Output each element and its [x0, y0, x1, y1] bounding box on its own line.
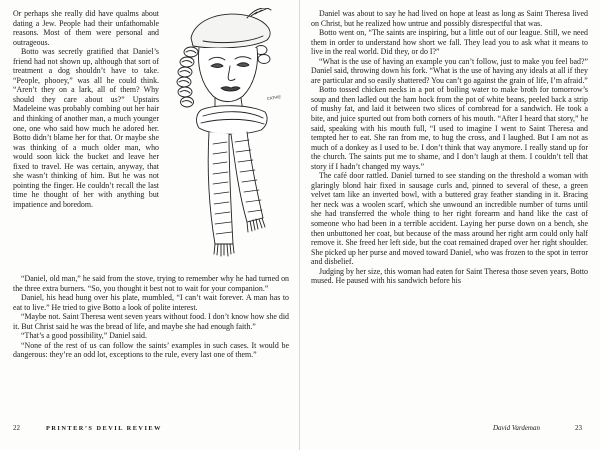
paragraph: The café door rattled. Daniel turned to see standing on the threshold a woman with glaringly blond hair fixed in sausage curls and, pinned to several of these, a green velvet tam like an inverted bowl, with a buttered gray feather standing in it. Bracing her neck was a woolen scarf, which she unwound an incredible number of turns until she had transferred the whole thing to her right forearm and hand like the cast of someone who had been in a terrible accident. Laying her purse down on a bench, she then unbuttoned her coat, but because of the mass around her right arm could only half remove it. She freed her left side, but the coat remained draped over her right shoulder. She picked up her purse and moved toward Daniel, who was frozen to the spot in terror and disbelief.	[311, 171, 588, 267]
paragraph: Botto tossed chicken necks in a pot of boiling water to make broth for tomorrow’s soup and then ladled out the ham hock from the pot of white beans, peeled back a strip of mushy fat, and laid it between two slices of cornbread for a sandwich. He took a bite, and juice spurted out from both corners of his mouth. “After I heard that story,” he said, speaking with his mouth full, “I used to imagine I went to Saint Theresa and tempted her to eat. She ran from me, to hug the cross, and I laughed. But I am not as much of a donkey as I used to be. I don’t think that way anymore. I really stand up for the church. The saints put me to shame, and I don’t laugh at them. I couldn’t tell that story if I hadn’t changed my ways.”	[311, 85, 588, 171]
left-column-bottom	[13, 274, 289, 360]
page-number-left: 22	[13, 424, 20, 432]
woman-illustration	[163, 8, 291, 270]
right-column	[311, 9, 588, 286]
paragraph: “That’s a good possibility,” Daniel said.	[21, 331, 147, 341]
running-head-left: PRINTER’S DEVIL REVIEW	[46, 425, 162, 432]
paragraph: “None of the rest of us can follow the saints’ examples in such cases. It would be dangerous: they’re an odd lot, exceptions to the rule, every last one of them.”	[13, 340, 289, 360]
running-head-right: David Vardeman	[493, 424, 540, 432]
artist-signature: CATHIE	[266, 94, 282, 101]
paragraph: Daniel, his head hung over his plate, mumbled, “I can’t wait forever. A man has to eat to live.” He tried to give Botto a look of polite interest.	[13, 293, 289, 312]
paragraph: “Daniel, old man,” he said from the stove, trying to remember why he had turned on the three extra burners. “So, you thought it best not to wait for your companion.”	[13, 274, 289, 293]
page-gutter	[299, 0, 300, 450]
paragraph: Or perhaps she really did have qualms about dating a Jew. People had their unfathomable reasons. Most of them were personal and outrageous.	[13, 9, 159, 47]
paragraph: Botto went on, “The saints are inspiring, but a little out of our league. Still, we need them in order to understand how short we fall. They lead you to ask what it means to live in the real world. Did they, or do I?”	[311, 28, 588, 57]
paragraph: “Maybe not. Saint Theresa went seven years without food. I don’t know how she did it. But Christ said he was the bread of life, and maybe she had enough faith.”	[13, 312, 289, 331]
left-column-top	[13, 9, 159, 209]
paragraph: Botto was secretly gratified that Daniel’s friend had not shown up, although that sort of treatment a dog shouldn’t have to take. “People, phooey,” was all he could think. “Aren’t they on a lark, all of them? Why should they care about us?” Upstairs Madeleine was probably combing out her hair and thinking of another man, a much younger one, one who said how much he adored her. Botto didn’t blame her for that. Or maybe she was thinking of a much older man, who would soon kick the bucket and leave her fixed to travel. He was certain, anyway, that she wasn’t thinking of him. But he was not pointing the finger. He couldn’t recall the last time he thought of her with anything but impatience and boredom.	[13, 47, 159, 209]
page-number-right: 23	[575, 424, 582, 432]
paragraph: “What is the use of having an example you can’t follow, just to make you feel bad?” Daniel said, throwing down his fork. “What is the use of having any ideals at all if they are particular and so easily shattered? You can’t go against the grain of life, I’m afraid.”	[311, 56, 588, 85]
paragraph: Daniel was about to say he had lived on hope at least as long as Saint Theresa lived on Christ, but he realized how untrue and possibly disrespectful that was.	[311, 9, 588, 28]
paragraph: Judging by her size, this woman had eaten for Saint Theresa those seven years, Botto mused. He paused with his sandwich before his	[311, 266, 588, 286]
